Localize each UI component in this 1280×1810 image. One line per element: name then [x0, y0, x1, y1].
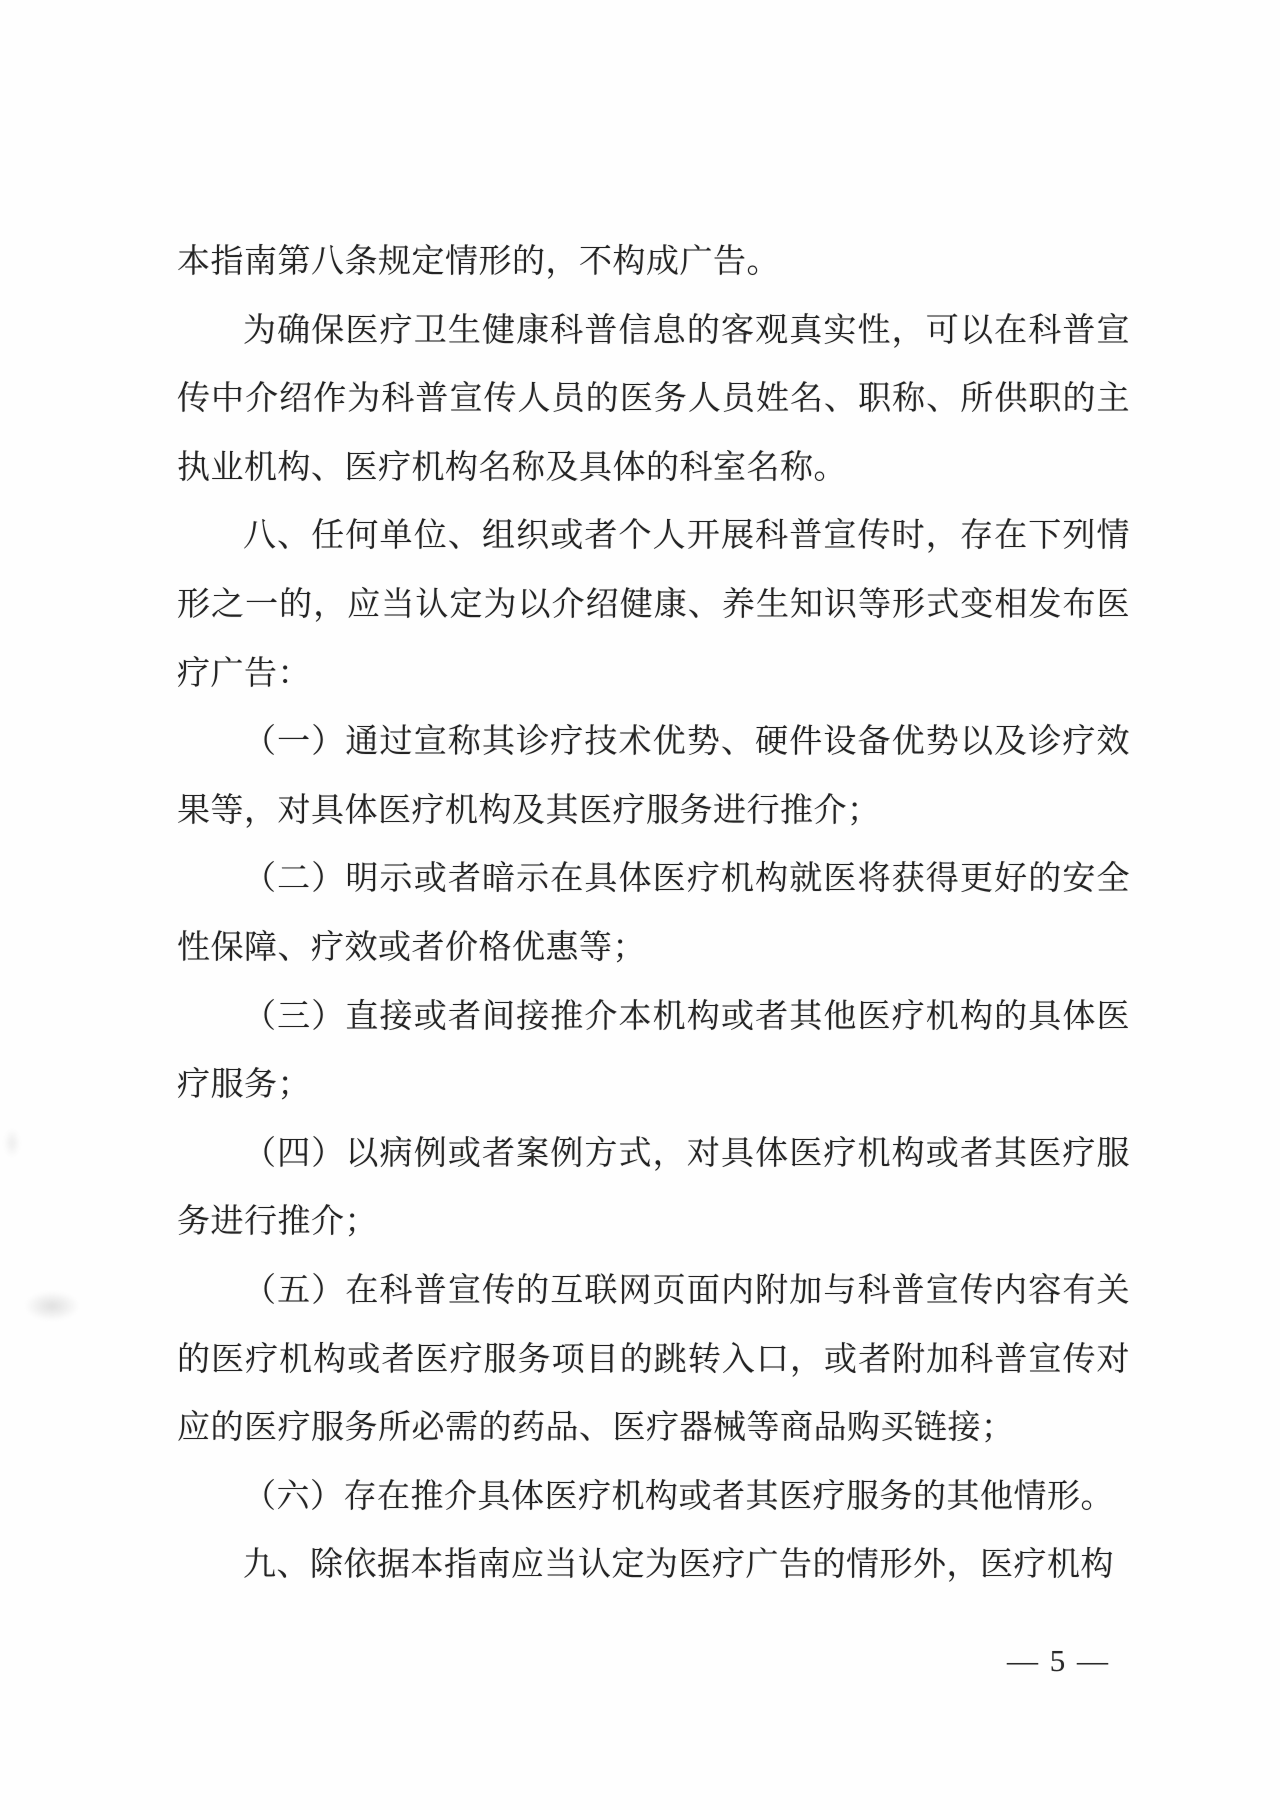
- text-line: 为确保医疗卫生健康科普信息的客观真实性，可以在科普宣: [243, 312, 1130, 349]
- text-line: 疗服务；: [177, 1067, 311, 1104]
- text-line: 九、除依据本指南应当认定为医疗广告的情形外，医疗机构: [243, 1547, 1114, 1584]
- text-line: 传中介绍作为科普宣传人员的医务人员姓名、职称、所供职的主: [177, 381, 1130, 418]
- text-line: 务进行推介；: [177, 1204, 378, 1241]
- text-line: （一）通过宣称其诊疗技术优势、硬件设备优势以及诊疗效: [243, 724, 1130, 761]
- text-line: 八、任何单位、组织或者个人开展科普宣传时，存在下列情: [243, 518, 1130, 555]
- scan-smudge: [4, 1128, 20, 1158]
- text-line: 执业机构、医疗机构名称及具体的科室名称。: [177, 449, 847, 486]
- text-line: 形之一的，应当认定为以介绍健康、养生知识等形式变相发布医: [177, 586, 1130, 623]
- text-line: （四）以病例或者案例方式，对具体医疗机构或者其医疗服: [243, 1135, 1130, 1172]
- text-line: 的医疗机构或者医疗服务项目的跳转入口，或者附加科普宣传对: [177, 1341, 1130, 1378]
- text-line: （二）明示或者暗示在具体医疗机构就医将获得更好的安全: [243, 861, 1130, 898]
- text-line: 疗广告：: [177, 655, 311, 692]
- text-line: 应的医疗服务所必需的药品、医疗器械等商品购买链接；: [177, 1410, 1015, 1447]
- document-body: [177, 228, 1130, 1600]
- page-number: — 5 —: [1007, 1643, 1110, 1678]
- text-line: （三）直接或者间接推介本机构或者其他医疗机构的具体医: [243, 998, 1130, 1035]
- text-line: 本指南第八条规定情形的，不构成广告。: [177, 244, 780, 280]
- text-line: 果等，对具体医疗机构及其医疗服务进行推介；: [177, 792, 881, 829]
- text-line: （五）在科普宣传的互联网页面内附加与科普宣传内容有关: [243, 1272, 1130, 1309]
- scan-smudge: [26, 1292, 78, 1320]
- text-line: （六）存在推介具体医疗机构或者其医疗服务的其他情形。: [243, 1478, 1114, 1515]
- text-line: 性保障、疗效或者价格优惠等；: [177, 929, 646, 966]
